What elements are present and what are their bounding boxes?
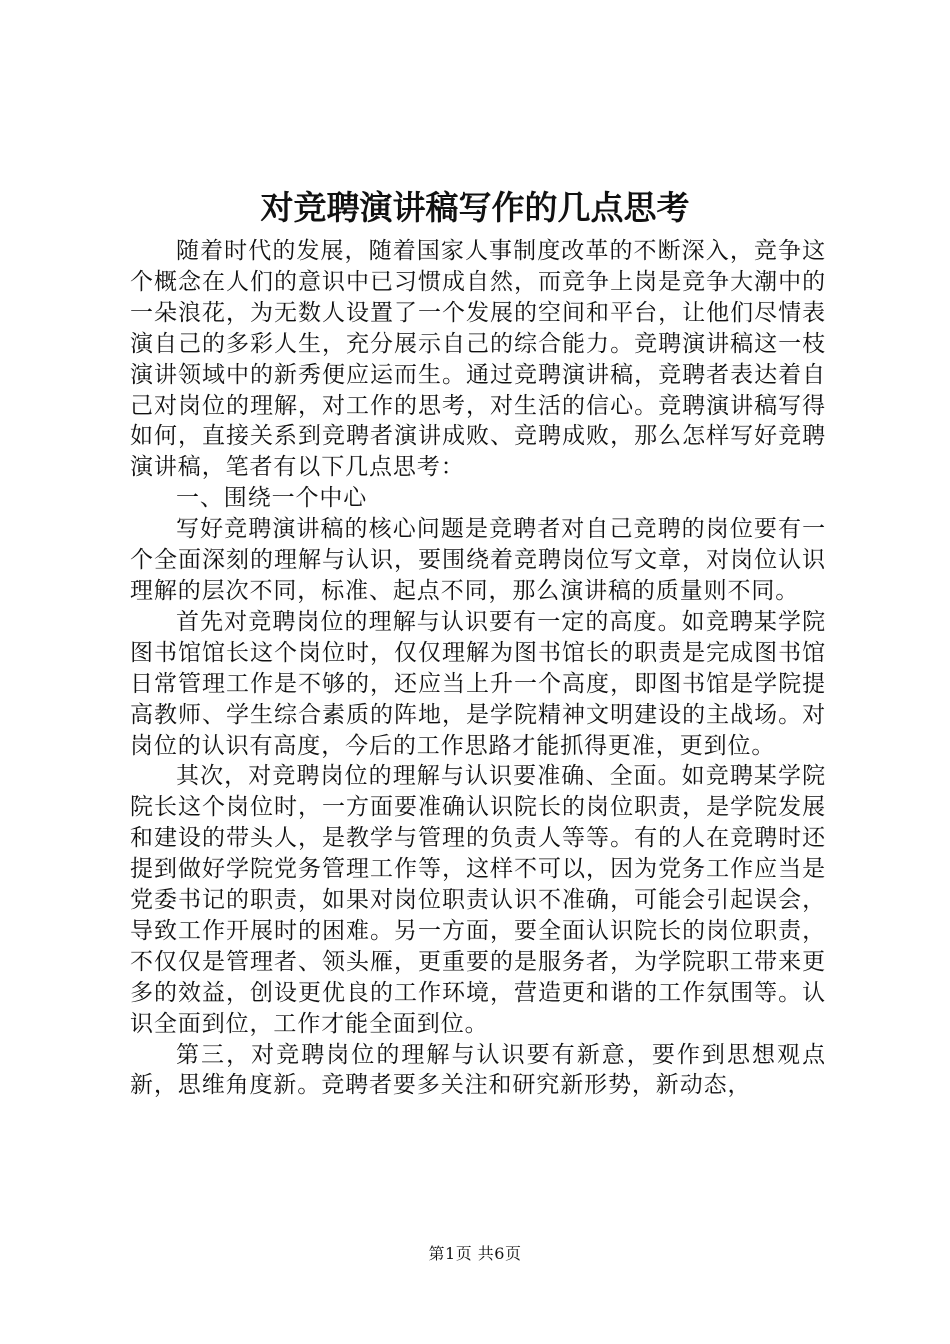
document-body bbox=[130, 236, 826, 1101]
page-title: 对竞聘演讲稿写作的几点思考 bbox=[260, 188, 690, 227]
page-number-footer: 第1页 共6页 bbox=[428, 1244, 522, 1263]
paragraph: 写好竞聘演讲稿的核心问题是竞聘者对自己竞聘的岗位要有一个全面深刻的理解与认识，要围绕着竞聘岗位写文章，对岗位认识理解的层次不同，标准、起点不同，那么演讲稿的质量则不同。 bbox=[130, 516, 826, 604]
paragraph: 第三，对竞聘岗位的理解与认识要有新意，要作到思想观点新，思维角度新。竞聘者要多关注和研究新形势，新动态， bbox=[130, 1041, 826, 1099]
section-heading: 一、围绕一个中心 bbox=[176, 485, 368, 512]
paragraph: 首先对竞聘岗位的理解与认识要有一定的高度。如竞聘某学院图书馆馆长这个岗位时，仅仅理解为图书馆长的职责是完成图书馆日常管理工作是不够的，还应当上升一个高度，即图书馆是学院提高教师、学生综合素质的阵地，是学院精神文明建设的主战场。对岗位的认识有高度，今后的工作思路才能抓得更准，更到位。 bbox=[130, 608, 826, 759]
paragraph-intro: 随着时代的发展，随着国家人事制度改革的不断深入，竞争这个概念在人们的意识中已习惯成自然，而竞争上岗是竞争大潮中的一朵浪花，为无数人设置了一个发展的空间和平台，让他们尽情表演自己的多彩人生，充分展示自己的综合能力。竞聘演讲稿这一枝演讲领域中的新秀便应运而生。通过竞聘演讲稿，竞聘者表达着自己对岗位的理解，对工作的思考，对生活的信心。竞聘演讲稿写得如何，直接关系到竞聘者演讲成败、竞聘成败，那么怎样写好竞聘演讲稿，笔者有以下几点思考： bbox=[130, 238, 826, 481]
paragraph: 其次，对竞聘岗位的理解与认识要准确、全面。如竞聘某学院院长这个岗位时，一方面要准确认识院长的岗位职责，是学院发展和建设的带头人，是教学与管理的负责人等等。有的人在竞聘时还提到做好学院党务管理工作等，这样不可以，因为党务工作应当是党委书记的职责，如果对岗位职责认识不准确，可能会引起误会，导致工作开展时的困难。另一方面，要全面认识院长的岗位职责，不仅仅是管理者、领头雁，更重要的是服务者，为学院职工带来更多的效益，创设更优良的工作环境，营造更和谐的工作氛围等。认识全面到位，工作才能全面到位。 bbox=[130, 763, 826, 1037]
